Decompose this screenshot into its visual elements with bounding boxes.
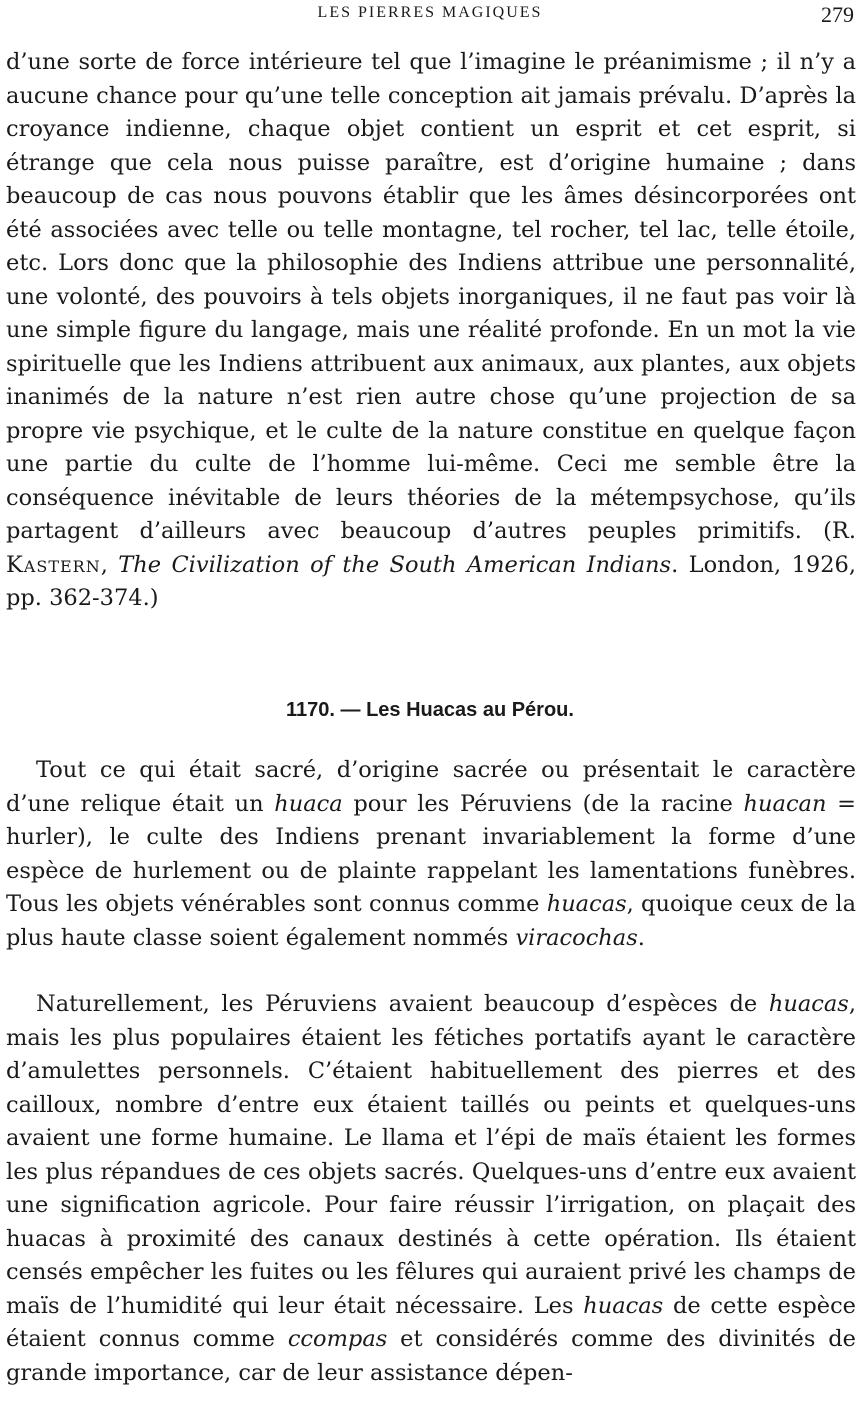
text-run: , mais les plus populaires étaient les fétiches portatifs ayant le caractère d’amulettes personnels. C’étaient habituellement des pierres et des cailloux, nombre d’entre eux étaient taillés ou peints et quelques-uns avaient une forme humaine. Le llama et l’épi de maïs étaient les formes les plus répandues de ces objets sacrés. Quelques-uns d’entre eux avaient une signification agricole. Pour faire réussir l’irrigation, on plaçait des huacas à proximité des canaux destinés à cette opération. Ils étaient censés empêcher les fuites ou les fêlures qui auraient privé les champs de maïs de l’humidité qui leur était nécessaire. Les — [6, 991, 856, 1319]
section-heading: 1170. — Les Huacas au Pérou. — [286, 699, 574, 721]
italic-term: huacas — [768, 991, 849, 1017]
text-run: pour les Péruviens (de la racine — [342, 790, 744, 817]
page-number: 279 — [821, 2, 854, 27]
text-run: et considérés comme des divinités de grande importance, car de leur assistance dépen- — [6, 1326, 856, 1386]
text-run: . — [637, 924, 645, 951]
text-run: = hurler), le culte des Indiens prenant invariablement la forme d’une espèce de hurlement ou de plainte rappelant les lamentations funèbres. Tous les objets vénérables sont connus comme — [6, 790, 856, 917]
text-run: Naturellement, les Péruviens avaient beaucoup d’espèces de — [36, 991, 769, 1017]
running-head — [0, 2, 860, 28]
text-run: , quoique ceux de la plus haute classe soient également nommés — [6, 891, 856, 951]
italic-term: huacas — [546, 891, 627, 917]
italic-term: ccompas — [287, 1326, 388, 1352]
text-run: . London, 1926, pp. 362-374.) — [6, 551, 856, 611]
book-title: The Civilization of the South American Indians — [118, 551, 672, 578]
text-run: , — [100, 551, 119, 578]
paragraph — [6, 988, 856, 1390]
author-name: Kastern — [6, 551, 101, 578]
text-run: Tout ce qui était sacré, d’origine sacrée ou présentait le caractère d’une relique était un — [6, 757, 856, 817]
italic-term: huacan — [743, 790, 827, 817]
italic-term: huaca — [274, 790, 343, 817]
italic-term: viracochas — [515, 924, 638, 951]
text-run: de cette espèce étaient connus comme — [6, 1292, 856, 1352]
text-run: d’une sorte de force intérieure tel que l’imagine le préanimisme ; il n’y a aucune chance pour qu’une telle conception ait jamais prévalu. D’après la croyance indienne, chaque objet contient un esprit et cet esprit, si étrange que cela nous puisse paraître, est d’origine humaine ; dans beaucoup de cas nous pouvons établir que les âmes désincorporées ont été associées avec telle ou telle montagne, tel rocher, tel lac, telle étoile, etc. Lors donc que la philosophie des Indiens attribue une personnalité, une volonté, des pouvoirs à tels objets inorganiques, il ne faut pas voir là une simple figure du langage, mais une réalité profonde. En un mot la vie spirituelle que les Indiens attribuent aux animaux, aux plantes, aux objets inanimés de la nature n’est rien autre chose qu’une projection de sa propre vie psychique, et le culte de la nature constitue en quelque façon une partie du culte de l’homme lui-même. Ceci me semble être la conséquence inévitable de leurs théories de la métempsychose, qu’ils partagent d’ailleurs avec beaucoup d’autres peuples primitifs. (R. — [6, 49, 856, 544]
paragraph-continued — [6, 46, 856, 616]
running-title: LES PIERRES MAGIQUES — [317, 4, 543, 21]
italic-term: huacas — [583, 1292, 664, 1319]
paragraph — [6, 754, 856, 955]
